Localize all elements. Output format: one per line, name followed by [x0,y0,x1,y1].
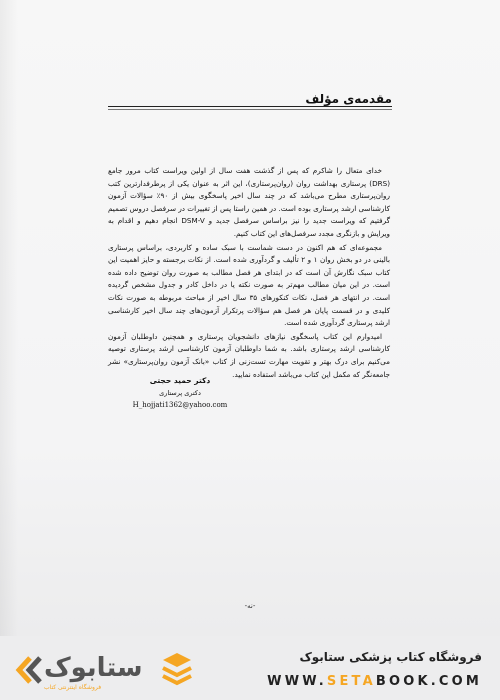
chevrons-icon [14,655,42,685]
header-rule-secondary [108,109,392,110]
page-number: -نه- [244,602,256,610]
paragraph: مجموعه‌ای که هم اکنون در دست شماست با سبک ساده و کاربردی، براساس پرستاری بالینی در دو بخش روان ۱ و ۲ تألیف و گردآوری شده است. از نکات برجسته و حایز اهمیت این کتاب سبک نگارش آن است که در ابتدای هر فصل مطالب به صورت روان توضیح داده شده است. در این میان مطالب مهم‌تر به صورت نکته یا در داخل کادر و جدول مشخص گردیده است. در انتهای هر فصل، نکات کنکورهای ۳۵ سال اخیر از مباحث مربوطه به صورت نکات کلیدی و در قسمت پایان هر فصل هم سؤالات پرتکرار آزمون‌های چند سال اخیر کارشناسی ارشد پرستاری گردآوری شده است. [108,242,390,328]
body-text [108,165,390,382]
header-rule [108,106,392,107]
store-url[interactable] [267,674,482,689]
page-edge-shadow [0,0,18,636]
paragraph: امیدوارم این کتاب پاسخگوی نیازهای دانشجویان پرستاری و همچنین داوطلبان آزمون کارشناسی ارشد پرستاری باشد. به شما داوطلبان آزمون کارشناسی ارشد پرستاری توصیه می‌کنیم برای درک بهتر و تقویت مهارت تست‌زنی از کتاب «بانک آزمون روان‌پرستاری» نشر جامعه‌نگر که مکمل این کتاب می‌باشد استفاده نمایید. [108,331,390,379]
url-prefix: WWW. [267,674,327,689]
store-name: فروشگاه کتاب پزشکی ستابوک [299,650,482,664]
author-role: دکتری پرستاری [159,389,201,397]
page-title: مقدمه‌ی مؤلف [305,92,392,106]
books-icon [160,650,194,686]
author-email: H_hojjati1362@yahoo.com [132,401,228,409]
signature-block [90,376,270,409]
url-suffix: BOOK.COM [375,674,482,689]
paragraph: خدای متعال را شاکرم که پس از گذشت هفت سال از اولین ویراست کتاب مرور جامع (DRS) پرستاری بهداشت روان (روان‌پرستاری)، این اثر به عنوان یکی از پرطرفدارترین کتب روان‌پرستاری مطرح می‌باشد که در چند سال اخیر پاسخگوی بیش از ۹۰٪ سؤالات آزمون کارشناسی ارشد پرستاری بوده است. در همین راستا پس از تغییرات در سرفصل دروس تصمیم گرفتیم که ویراست جدید را نیز براساس سرفصل جدید و DSM-V انجام دهیم و اقدام به ویرایش و بازنگری مجدد سرفصل‌های این کتاب کنیم. [108,166,390,238]
url-accent: SETA [326,674,376,689]
logo-tagline: فروشگاه اینترنتی کتاب [44,684,102,691]
author-name: دکتر حمید حجتی [149,376,211,385]
store-logo [14,651,164,695]
logo-wordmark: ستابوک [44,653,143,683]
